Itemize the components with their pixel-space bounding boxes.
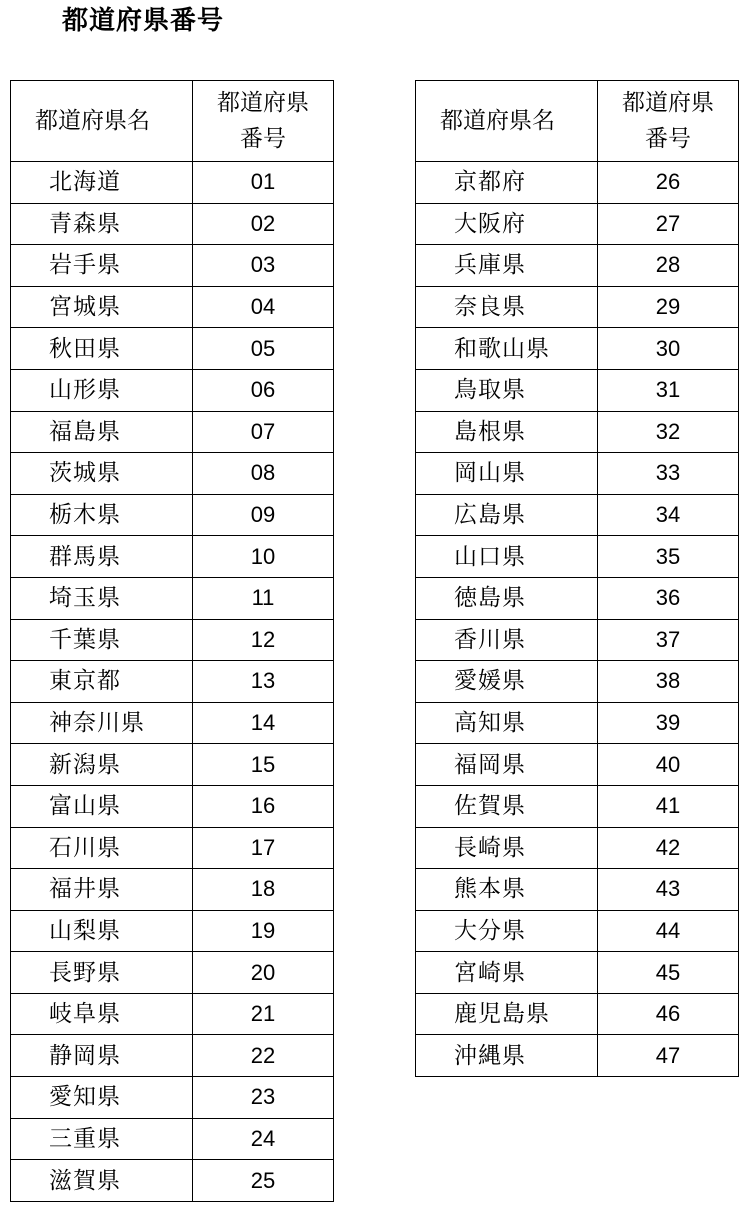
prefecture-code-cell: 37 [598, 619, 739, 661]
prefecture-name-cell: 静岡県 [11, 1035, 193, 1077]
table-row [416, 286, 739, 328]
table-row [416, 744, 739, 786]
table-row [11, 1160, 334, 1202]
prefecture-code-cell: 23 [193, 1077, 334, 1119]
table-row [416, 619, 739, 661]
prefecture-code-cell: 17 [193, 827, 334, 869]
table-row [416, 702, 739, 744]
prefecture-name-cell: 埼玉県 [11, 577, 193, 619]
prefecture-name-cell: 東京都 [11, 661, 193, 703]
prefecture-name-cell: 宮崎県 [416, 952, 598, 994]
table-row [416, 328, 739, 370]
page-title: 都道府県番号 [62, 6, 225, 36]
table-row [416, 203, 739, 245]
table-row [11, 702, 334, 744]
prefecture-code-cell: 46 [598, 993, 739, 1035]
prefecture-code-cell: 16 [193, 785, 334, 827]
table-body [11, 162, 334, 1202]
prefecture-code-cell: 34 [598, 494, 739, 536]
table-row [416, 785, 739, 827]
prefecture-code-cell: 29 [598, 286, 739, 328]
table-row [11, 328, 334, 370]
table-row [11, 869, 334, 911]
prefecture-name-cell: 大阪府 [416, 203, 598, 245]
header-code-line2: 番号 [240, 126, 286, 152]
table-row [11, 453, 334, 495]
table-row [11, 494, 334, 536]
prefecture-name-cell: 沖縄県 [416, 1035, 598, 1077]
prefecture-name-cell: 愛媛県 [416, 661, 598, 703]
prefecture-name-cell: 滋賀県 [11, 1160, 193, 1202]
table-row [11, 577, 334, 619]
prefecture-name-cell: 山口県 [416, 536, 598, 578]
table-row [416, 453, 739, 495]
prefecture-code-cell: 05 [193, 328, 334, 370]
prefecture-name-cell: 福岡県 [416, 744, 598, 786]
prefecture-code-cell: 47 [598, 1035, 739, 1077]
prefecture-table-right [415, 80, 739, 1077]
header-code-line1: 都道府県 [622, 90, 714, 116]
table-row [416, 162, 739, 204]
prefecture-code-cell: 02 [193, 203, 334, 245]
prefecture-name-cell: 岩手県 [11, 245, 193, 287]
prefecture-name-cell: 奈良県 [416, 286, 598, 328]
prefecture-code-cell: 30 [598, 328, 739, 370]
table-row [11, 661, 334, 703]
prefecture-name-cell: 山梨県 [11, 910, 193, 952]
prefecture-name-cell: 香川県 [416, 619, 598, 661]
header-prefecture-code [193, 81, 334, 162]
prefecture-code-cell: 14 [193, 702, 334, 744]
prefecture-code-cell: 11 [193, 577, 334, 619]
table-header [11, 81, 334, 162]
table-row [416, 577, 739, 619]
prefecture-code-cell: 18 [193, 869, 334, 911]
prefecture-code-cell: 45 [598, 952, 739, 994]
prefecture-code-cell: 10 [193, 536, 334, 578]
prefecture-code-cell: 40 [598, 744, 739, 786]
prefecture-name-cell: 佐賀県 [416, 785, 598, 827]
prefecture-name-cell: 北海道 [11, 162, 193, 204]
table-row [11, 952, 334, 994]
prefecture-name-cell: 熊本県 [416, 869, 598, 911]
prefecture-name-cell: 山形県 [11, 369, 193, 411]
prefecture-code-cell: 39 [598, 702, 739, 744]
header-code-line1: 都道府県 [217, 90, 309, 116]
prefecture-code-cell: 19 [193, 910, 334, 952]
prefecture-code-cell: 04 [193, 286, 334, 328]
prefecture-name-cell: 鳥取県 [416, 369, 598, 411]
table-row [416, 245, 739, 287]
prefecture-code-cell: 24 [193, 1118, 334, 1160]
prefecture-name-cell: 新潟県 [11, 744, 193, 786]
header-prefecture-name: 都道府県名 [416, 81, 598, 162]
table-row [11, 1035, 334, 1077]
prefecture-code-cell: 07 [193, 411, 334, 453]
prefecture-code-cell: 13 [193, 661, 334, 703]
table-row [416, 910, 739, 952]
prefecture-name-cell: 岐阜県 [11, 993, 193, 1035]
prefecture-code-cell: 36 [598, 577, 739, 619]
prefecture-name-cell: 富山県 [11, 785, 193, 827]
prefecture-code-cell: 42 [598, 827, 739, 869]
prefecture-code-cell: 35 [598, 536, 739, 578]
prefecture-name-cell: 三重県 [11, 1118, 193, 1160]
table-row [416, 536, 739, 578]
prefecture-code-cell: 12 [193, 619, 334, 661]
prefecture-name-cell: 長野県 [11, 952, 193, 994]
prefecture-name-cell: 秋田県 [11, 328, 193, 370]
table-row [11, 827, 334, 869]
prefecture-code-cell: 44 [598, 910, 739, 952]
prefecture-table-left [10, 80, 334, 1202]
header-prefecture-code [598, 81, 739, 162]
table-row [11, 536, 334, 578]
prefecture-code-cell: 08 [193, 453, 334, 495]
prefecture-code-cell: 26 [598, 162, 739, 204]
prefecture-name-cell: 茨城県 [11, 453, 193, 495]
table-row [416, 827, 739, 869]
prefecture-name-cell: 高知県 [416, 702, 598, 744]
table-row [416, 952, 739, 994]
prefecture-code-cell: 27 [598, 203, 739, 245]
prefecture-code-cell: 03 [193, 245, 334, 287]
prefecture-code-cell: 43 [598, 869, 739, 911]
table-row [11, 619, 334, 661]
prefecture-code-cell: 20 [193, 952, 334, 994]
prefecture-name-cell: 宮城県 [11, 286, 193, 328]
table-row [416, 869, 739, 911]
prefecture-code-cell: 41 [598, 785, 739, 827]
table-row [416, 494, 739, 536]
table-row [11, 245, 334, 287]
prefecture-code-cell: 22 [193, 1035, 334, 1077]
table-row [11, 411, 334, 453]
prefecture-name-cell: 大分県 [416, 910, 598, 952]
prefecture-name-cell: 福井県 [11, 869, 193, 911]
prefecture-name-cell: 京都府 [416, 162, 598, 204]
table-row [416, 661, 739, 703]
prefecture-name-cell: 鹿児島県 [416, 993, 598, 1035]
header-code-line2: 番号 [645, 126, 691, 152]
table-row [11, 744, 334, 786]
prefecture-name-cell: 愛知県 [11, 1077, 193, 1119]
prefecture-name-cell: 群馬県 [11, 536, 193, 578]
prefecture-name-cell: 千葉県 [11, 619, 193, 661]
prefecture-name-cell: 徳島県 [416, 577, 598, 619]
prefecture-name-cell: 石川県 [11, 827, 193, 869]
table-row [11, 203, 334, 245]
prefecture-code-cell: 32 [598, 411, 739, 453]
prefecture-name-cell: 青森県 [11, 203, 193, 245]
table-row [11, 1118, 334, 1160]
prefecture-name-cell: 栃木県 [11, 494, 193, 536]
header-row [416, 81, 739, 162]
table-row [416, 993, 739, 1035]
table-row [11, 910, 334, 952]
table-row [11, 369, 334, 411]
prefecture-code-cell: 21 [193, 993, 334, 1035]
table-row [11, 785, 334, 827]
prefecture-name-cell: 島根県 [416, 411, 598, 453]
prefecture-code-cell: 09 [193, 494, 334, 536]
table-row [416, 369, 739, 411]
prefecture-name-cell: 神奈川県 [11, 702, 193, 744]
prefecture-name-cell: 長崎県 [416, 827, 598, 869]
table-row [11, 1077, 334, 1119]
prefecture-code-cell: 33 [598, 453, 739, 495]
prefecture-name-cell: 広島県 [416, 494, 598, 536]
prefecture-name-cell: 岡山県 [416, 453, 598, 495]
prefecture-name-cell: 兵庫県 [416, 245, 598, 287]
prefecture-code-cell: 15 [193, 744, 334, 786]
table-header [416, 81, 739, 162]
header-prefecture-name: 都道府県名 [11, 81, 193, 162]
table-row [11, 162, 334, 204]
table-body [416, 162, 739, 1077]
prefecture-code-cell: 25 [193, 1160, 334, 1202]
prefecture-code-cell: 01 [193, 162, 334, 204]
table-row [416, 411, 739, 453]
table-row [11, 993, 334, 1035]
prefecture-name-cell: 和歌山県 [416, 328, 598, 370]
table-row [416, 1035, 739, 1077]
header-row [11, 81, 334, 162]
prefecture-code-cell: 38 [598, 661, 739, 703]
prefecture-code-cell: 28 [598, 245, 739, 287]
prefecture-name-cell: 福島県 [11, 411, 193, 453]
prefecture-code-cell: 06 [193, 369, 334, 411]
prefecture-code-cell: 31 [598, 369, 739, 411]
table-row [11, 286, 334, 328]
